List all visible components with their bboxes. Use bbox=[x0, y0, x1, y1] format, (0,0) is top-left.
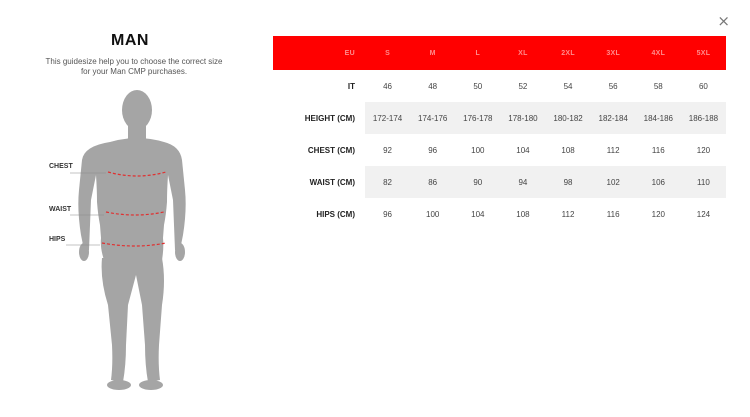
header-cell-eu: EU bbox=[273, 36, 365, 70]
table-cell: 86 bbox=[410, 166, 455, 198]
table-cell: 90 bbox=[455, 166, 500, 198]
table-cell: 94 bbox=[500, 166, 545, 198]
table-cell: 106 bbox=[636, 166, 681, 198]
table-cell: 108 bbox=[516, 209, 530, 219]
header-cell-xl: XL bbox=[500, 36, 545, 70]
table-cell: 116 bbox=[651, 145, 665, 155]
row-label-height: HEIGHT (CM) bbox=[273, 102, 365, 134]
guide-description-line-2: for your Man CMP purchases. bbox=[80, 67, 188, 76]
table-cell: 100 bbox=[426, 209, 440, 219]
table-cell: 186-188 bbox=[681, 102, 726, 134]
table-cell: 54 bbox=[563, 81, 573, 91]
table-cell: 52 bbox=[518, 81, 528, 91]
header-cell-5xl: 5XL bbox=[681, 36, 726, 70]
table-cell: 120 bbox=[651, 209, 665, 219]
table-cell: 178-180 bbox=[500, 102, 545, 134]
man-silhouette-icon bbox=[40, 90, 240, 395]
table-cell: 124 bbox=[696, 209, 711, 219]
table-cell: 98 bbox=[546, 166, 591, 198]
table-cell: 120 bbox=[696, 145, 711, 155]
row-label-chest: CHEST (CM) bbox=[307, 145, 355, 155]
table-row-height bbox=[273, 102, 726, 134]
row-label-hips: HIPS (CM) bbox=[316, 209, 355, 219]
table-cell: 50 bbox=[473, 81, 483, 91]
table-cell: 96 bbox=[428, 145, 438, 155]
table-cell: 104 bbox=[471, 209, 485, 219]
table-cell: 56 bbox=[608, 81, 618, 91]
chest-label: CHEST bbox=[49, 163, 73, 170]
table-cell: 110 bbox=[681, 166, 726, 198]
table-cell: 46 bbox=[383, 81, 393, 91]
header-cell-2xl: 2XL bbox=[546, 36, 591, 70]
header-cell-4xl: 4XL bbox=[636, 36, 681, 70]
table-cell: 60 bbox=[698, 81, 708, 91]
table-cell: 176-178 bbox=[455, 102, 500, 134]
size-header-row bbox=[273, 36, 726, 70]
table-cell: 92 bbox=[383, 145, 393, 155]
header-cell-s: S bbox=[365, 36, 410, 70]
table-cell: 116 bbox=[606, 209, 620, 219]
table-cell: 108 bbox=[561, 145, 575, 155]
header-cell-l: L bbox=[455, 36, 500, 70]
header-cell-3xl: 3XL bbox=[591, 36, 636, 70]
header-cell-m: M bbox=[410, 36, 455, 70]
page-title: MAN bbox=[111, 32, 149, 49]
table-cell: 184-186 bbox=[636, 102, 681, 134]
size-chart bbox=[273, 36, 726, 230]
table-cell: 48 bbox=[428, 81, 438, 91]
table-cell: 82 bbox=[365, 166, 410, 198]
row-label-waist: WAIST (CM) bbox=[273, 166, 365, 198]
hips-label: HIPS bbox=[49, 236, 66, 243]
table-cell: 96 bbox=[383, 209, 393, 219]
close-icon[interactable]: × bbox=[717, 12, 730, 30]
table-row-it bbox=[273, 70, 726, 102]
waist-label: WAIST bbox=[49, 206, 72, 213]
table-cell: 180-182 bbox=[546, 102, 591, 134]
row-label-it: IT bbox=[347, 81, 355, 91]
table-cell: 172-174 bbox=[365, 102, 410, 134]
table-cell: 174-176 bbox=[410, 102, 455, 134]
table-cell: 104 bbox=[516, 145, 530, 155]
size-table bbox=[273, 36, 726, 230]
guide-description-line-1: This guidesize help you to choose the correct size bbox=[45, 57, 223, 66]
table-row-chest bbox=[273, 134, 726, 166]
table-cell: 182-184 bbox=[591, 102, 636, 134]
table-cell: 58 bbox=[653, 81, 663, 91]
table-row-waist bbox=[273, 166, 726, 198]
table-row-hips bbox=[273, 198, 726, 230]
body-figure bbox=[40, 90, 240, 395]
table-cell: 112 bbox=[561, 209, 575, 219]
table-cell: 102 bbox=[591, 166, 636, 198]
size-guide-panel bbox=[0, 0, 268, 417]
table-cell: 100 bbox=[471, 145, 485, 155]
guide-description bbox=[0, 57, 268, 77]
table-cell: 112 bbox=[606, 145, 620, 155]
